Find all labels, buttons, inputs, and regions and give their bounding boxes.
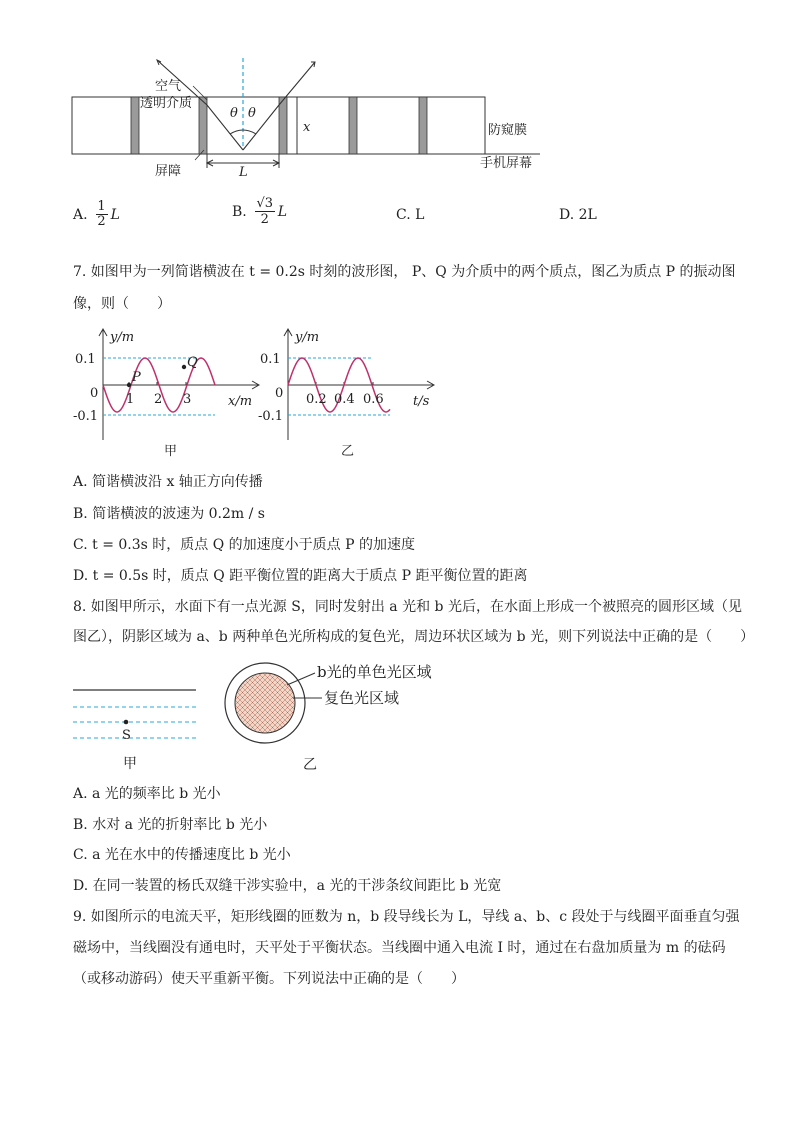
illuminated-region-figure bbox=[215, 655, 455, 775]
point-p bbox=[127, 383, 131, 387]
svg-text:b光的单色光区域: b光的单色光区域 bbox=[317, 663, 432, 681]
svg-text:3: 3 bbox=[183, 392, 192, 407]
q8-option-b[interactable]: B. 水对 a 光的折射率比 b 光小 bbox=[73, 817, 268, 833]
q6-option-a[interactable]: A. 1 2 L bbox=[73, 199, 120, 229]
svg-text:复色光区域: 复色光区域 bbox=[324, 689, 400, 707]
compound-light-area bbox=[235, 673, 295, 733]
label-film: 防窥膜 bbox=[488, 123, 528, 138]
svg-text:甲: 甲 bbox=[123, 756, 137, 772]
q7-stem-line1: 7. 如图甲为一列简谐横波在 t = 0.2s 时刻的波形图， P、Q 为介质中的两个质点，图乙为质点 P 的振动图 bbox=[73, 264, 736, 280]
svg-text:0: 0 bbox=[90, 386, 99, 401]
svg-text:1: 1 bbox=[126, 392, 135, 407]
q9-stem-line2: 磁场中，当线圈没有通电时，天平处于平衡状态。当线圈中通入电流 I 时，通过在右盘加质量为 m 的砝码 bbox=[73, 940, 726, 956]
point-q bbox=[182, 365, 186, 369]
q8-option-c[interactable]: C. a 光在水中的传播速度比 b 光小 bbox=[73, 847, 291, 863]
svg-text:x/m: x/m bbox=[228, 394, 253, 409]
svg-text:甲: 甲 bbox=[164, 444, 178, 459]
svg-text:2: 2 bbox=[154, 392, 163, 407]
q8-option-d[interactable]: D. 在同一装置的杨氏双缝干涉实验中，a 光的干涉条纹间距比 b 光宽 bbox=[73, 878, 502, 894]
svg-text:-0.1: -0.1 bbox=[258, 409, 284, 424]
q7-option-b[interactable]: B. 简谐横波的波速为 0.2m / s bbox=[73, 506, 265, 522]
label-air: 空气 bbox=[155, 79, 182, 94]
label-L: L bbox=[239, 165, 248, 180]
svg-text:乙: 乙 bbox=[303, 757, 317, 773]
q8-option-a[interactable]: A. a 光的频率比 b 光小 bbox=[73, 786, 221, 802]
privacy-film-figure bbox=[60, 50, 560, 180]
q6-option-c[interactable]: C. L bbox=[396, 207, 425, 223]
wave-graph-jia bbox=[70, 325, 270, 465]
q9-stem-line3: （或移动游码）使天平重新平衡。下列说法中正确的是（ ） bbox=[73, 971, 465, 987]
svg-text:0.1: 0.1 bbox=[75, 352, 96, 367]
svg-text:S: S bbox=[122, 728, 131, 743]
svg-text:Q: Q bbox=[187, 355, 198, 370]
label-theta-right: θ bbox=[248, 106, 256, 121]
q6-option-d[interactable]: D. 2L bbox=[559, 207, 597, 223]
q7-option-d[interactable]: D. t = 0.5s 时，质点 Q 距平衡位置的距离大于质点 P 距平衡位置的距离 bbox=[73, 568, 528, 584]
q9-stem-line1: 9. 如图所示的电流天平，矩形线圈的匝数为 n，b 段导线长为 L，导线 a、b、c 段处于与线圈平面垂直匀强 bbox=[73, 909, 740, 925]
vibration-graph-yi bbox=[255, 325, 445, 465]
svg-text:0.4: 0.4 bbox=[334, 392, 355, 407]
svg-text:y/m: y/m bbox=[295, 330, 320, 345]
q7-stem-line2: 像，则（ ） bbox=[73, 296, 171, 312]
svg-text:0.2: 0.2 bbox=[306, 392, 327, 407]
q6-option-b[interactable]: B. √3 2 L bbox=[232, 196, 288, 227]
svg-text:0: 0 bbox=[275, 386, 284, 401]
light-source-s bbox=[124, 720, 129, 725]
label-medium: 透明介质 bbox=[140, 96, 193, 111]
q8-stem-line1: 8. 如图甲所示，水面下有一点光源 S，同时发射出 a 光和 b 光后，在水面上形成一个被照亮的圆形区域（见 bbox=[73, 599, 742, 615]
svg-text:-0.1: -0.1 bbox=[73, 409, 99, 424]
label-screen: 手机屏幕 bbox=[480, 156, 533, 171]
q7-option-a[interactable]: A. 简谐横波沿 x 轴正方向传播 bbox=[73, 474, 263, 490]
label-x: x bbox=[303, 120, 311, 135]
svg-text:y/m: y/m bbox=[110, 330, 135, 345]
label-theta-left: θ bbox=[230, 106, 238, 121]
q7-option-c[interactable]: C. t = 0.3s 时，质点 Q 的加速度小于质点 P 的加速度 bbox=[73, 537, 415, 553]
svg-text:t/s: t/s bbox=[413, 394, 430, 409]
svg-text:0.6: 0.6 bbox=[363, 392, 384, 407]
label-barrier: 屏障 bbox=[155, 164, 182, 179]
water-source-figure bbox=[70, 680, 210, 775]
svg-text:乙: 乙 bbox=[341, 444, 355, 459]
svg-text:0.1: 0.1 bbox=[260, 352, 281, 367]
q8-stem-line2: 图乙），阴影区域为 a、b 两种单色光所构成的复色光，周边环状区域为 b 光，则下列说法中正确的是（ ） bbox=[73, 629, 755, 645]
svg-text:P: P bbox=[132, 370, 141, 385]
